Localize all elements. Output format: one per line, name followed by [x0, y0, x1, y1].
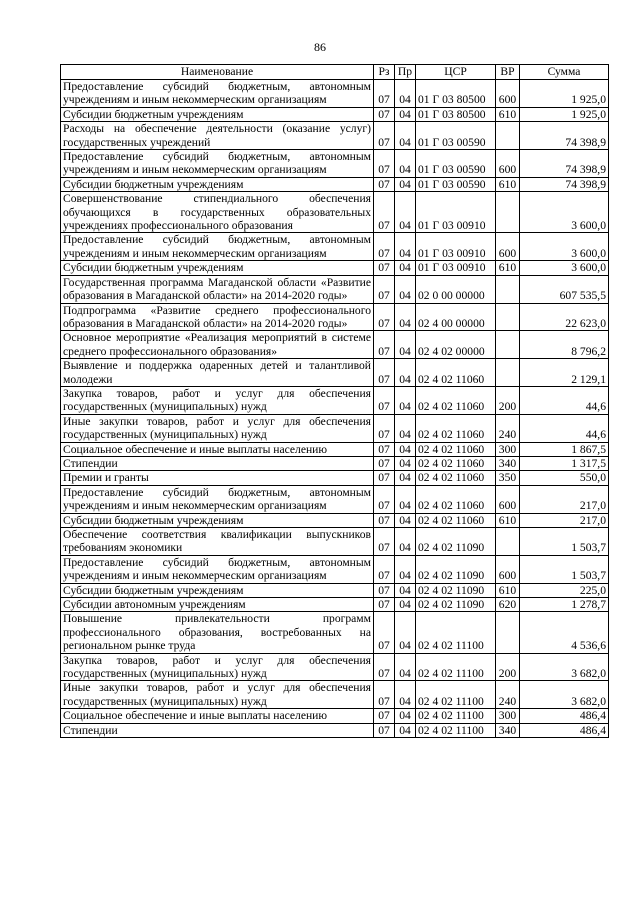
cell-rz: 07: [374, 485, 395, 513]
cell-name: Предоставление субсидий бюджетным, автономным учреждениям и иным некоммерческим организациям: [61, 555, 374, 583]
cell-vr: 600: [496, 555, 520, 583]
cell-rz: 07: [374, 583, 395, 597]
cell-csr: 02 4 02 00000: [416, 331, 496, 359]
cell-name: Предоставление субсидий бюджетным, автономным учреждениям и иным некоммерческим организациям: [61, 80, 374, 108]
cell-pr: 04: [395, 150, 416, 178]
table-row: [61, 303, 609, 331]
header-sum: Сумма: [520, 65, 609, 80]
cell-pr: 04: [395, 331, 416, 359]
table-row: [61, 598, 609, 612]
cell-rz: 07: [374, 471, 395, 485]
cell-rz: 07: [374, 233, 395, 261]
cell-rz: 07: [374, 150, 395, 178]
cell-rz: 07: [374, 359, 395, 387]
cell-vr: [496, 192, 520, 233]
cell-sum: 8 796,2: [520, 331, 609, 359]
cell-name: Иные закупки товаров, работ и услуг для обеспечения государственных (муниципальных) нужд: [61, 681, 374, 709]
cell-csr: 01 Г 03 00910: [416, 192, 496, 233]
cell-name: Предоставление субсидий бюджетным, автономным учреждениям и иным некоммерческим организациям: [61, 233, 374, 261]
cell-sum: 550,0: [520, 471, 609, 485]
cell-pr: 04: [395, 583, 416, 597]
cell-pr: 04: [395, 555, 416, 583]
cell-pr: 04: [395, 303, 416, 331]
cell-sum: 225,0: [520, 583, 609, 597]
cell-name: Субсидии бюджетным учреждениям: [61, 177, 374, 191]
cell-name: Расходы на обеспечение деятельности (оказание услуг) государственных учреждений: [61, 122, 374, 150]
table-row: [61, 583, 609, 597]
cell-name: Предоставление субсидий бюджетным, автономным учреждениям и иным некоммерческим организациям: [61, 150, 374, 178]
cell-csr: 01 Г 03 00590: [416, 177, 496, 191]
cell-vr: 200: [496, 386, 520, 414]
cell-csr: 02 4 02 11060: [416, 456, 496, 470]
cell-csr: 02 4 02 11100: [416, 723, 496, 737]
cell-vr: 600: [496, 233, 520, 261]
cell-vr: 620: [496, 598, 520, 612]
cell-rz: 07: [374, 653, 395, 681]
cell-pr: 04: [395, 122, 416, 150]
cell-rz: 07: [374, 414, 395, 442]
cell-sum: 3 682,0: [520, 653, 609, 681]
table-row: [61, 485, 609, 513]
header-vr: ВР: [496, 65, 520, 80]
cell-sum: 1 503,7: [520, 555, 609, 583]
table-row: [61, 177, 609, 191]
cell-name: Повышение привлекательности программ профессионального образования, востребованных на региональном рынке труда: [61, 612, 374, 653]
cell-csr: 02 4 02 11060: [416, 471, 496, 485]
table-row: [61, 107, 609, 121]
cell-vr: [496, 359, 520, 387]
cell-pr: 04: [395, 80, 416, 108]
cell-vr: 240: [496, 681, 520, 709]
cell-pr: 04: [395, 528, 416, 556]
cell-pr: 04: [395, 359, 416, 387]
table-row: [61, 150, 609, 178]
cell-vr: 610: [496, 513, 520, 527]
table-row: [61, 555, 609, 583]
cell-vr: [496, 612, 520, 653]
cell-name: Совершенствование стипендиального обеспечения обучающихся в государственных образовательных учреждениях профессионального образования: [61, 192, 374, 233]
cell-csr: 01 Г 03 00590: [416, 150, 496, 178]
cell-sum: 74 398,9: [520, 122, 609, 150]
cell-pr: 04: [395, 275, 416, 303]
cell-sum: 217,0: [520, 513, 609, 527]
cell-vr: 340: [496, 456, 520, 470]
cell-rz: 07: [374, 456, 395, 470]
cell-rz: 07: [374, 177, 395, 191]
cell-pr: 04: [395, 233, 416, 261]
table-body: [61, 80, 609, 738]
cell-name: Закупка товаров, работ и услуг для обеспечения государственных (муниципальных) нужд: [61, 653, 374, 681]
cell-csr: 01 Г 03 00590: [416, 122, 496, 150]
cell-csr: 02 4 02 11060: [416, 359, 496, 387]
cell-vr: 610: [496, 107, 520, 121]
table-row: [61, 261, 609, 275]
cell-csr: 02 4 02 11090: [416, 555, 496, 583]
cell-vr: 340: [496, 723, 520, 737]
table-row: [61, 456, 609, 470]
cell-sum: 2 129,1: [520, 359, 609, 387]
cell-sum: 1 925,0: [520, 80, 609, 108]
cell-rz: 07: [374, 331, 395, 359]
cell-csr: 02 4 02 11100: [416, 681, 496, 709]
cell-pr: 04: [395, 261, 416, 275]
cell-sum: 3 600,0: [520, 233, 609, 261]
cell-pr: 04: [395, 107, 416, 121]
cell-vr: 200: [496, 653, 520, 681]
cell-name: Закупка товаров, работ и услуг для обеспечения государственных (муниципальных) нужд: [61, 386, 374, 414]
cell-sum: 3 600,0: [520, 192, 609, 233]
cell-sum: 486,4: [520, 723, 609, 737]
table-row: [61, 359, 609, 387]
cell-rz: 07: [374, 80, 395, 108]
table-row: [61, 528, 609, 556]
cell-sum: 3 682,0: [520, 681, 609, 709]
cell-sum: 1 867,5: [520, 442, 609, 456]
cell-csr: 01 Г 03 00910: [416, 261, 496, 275]
cell-csr: 02 4 02 11100: [416, 612, 496, 653]
cell-rz: 07: [374, 528, 395, 556]
cell-name: Выявление и поддержка одаренных детей и талантливой молодежи: [61, 359, 374, 387]
table-row: [61, 723, 609, 737]
cell-csr: 02 4 02 11060: [416, 414, 496, 442]
cell-pr: 04: [395, 681, 416, 709]
cell-pr: 04: [395, 653, 416, 681]
table-row: [61, 80, 609, 108]
cell-csr: 02 4 02 11090: [416, 528, 496, 556]
cell-rz: 07: [374, 303, 395, 331]
cell-pr: 04: [395, 442, 416, 456]
cell-pr: 04: [395, 386, 416, 414]
cell-name: Предоставление субсидий бюджетным, автономным учреждениям и иным некоммерческим организациям: [61, 485, 374, 513]
cell-rz: 07: [374, 723, 395, 737]
cell-csr: 02 4 02 11060: [416, 513, 496, 527]
cell-pr: 04: [395, 177, 416, 191]
header-csr: ЦСР: [416, 65, 496, 80]
table-row: [61, 681, 609, 709]
cell-name: Подпрограмма «Развитие среднего профессионального образования в Магаданской области» на 2014-2020 годы»: [61, 303, 374, 331]
table-row: [61, 414, 609, 442]
cell-sum: 22 623,0: [520, 303, 609, 331]
header-name: Наименование: [61, 65, 374, 80]
cell-vr: 300: [496, 442, 520, 456]
cell-pr: 04: [395, 456, 416, 470]
cell-csr: 02 4 00 00000: [416, 303, 496, 331]
page-number: 86: [314, 40, 326, 54]
cell-pr: 04: [395, 192, 416, 233]
cell-vr: 600: [496, 150, 520, 178]
table-header-row: [61, 65, 609, 80]
table-row: [61, 612, 609, 653]
table-row: [61, 122, 609, 150]
cell-pr: 04: [395, 612, 416, 653]
cell-sum: 4 536,6: [520, 612, 609, 653]
table-row: [61, 275, 609, 303]
cell-rz: 07: [374, 709, 395, 723]
cell-name: Субсидии бюджетным учреждениям: [61, 261, 374, 275]
cell-sum: 1 317,5: [520, 456, 609, 470]
cell-pr: 04: [395, 414, 416, 442]
table-row: [61, 513, 609, 527]
cell-name: Стипендии: [61, 723, 374, 737]
cell-csr: 02 4 02 11060: [416, 485, 496, 513]
cell-rz: 07: [374, 386, 395, 414]
cell-sum: 486,4: [520, 709, 609, 723]
cell-name: Обеспечение соответствия квалификации выпускников требованиям экономики: [61, 528, 374, 556]
cell-csr: 01 Г 03 80500: [416, 107, 496, 121]
table-row: [61, 653, 609, 681]
cell-rz: 07: [374, 442, 395, 456]
cell-name: Субсидии бюджетным учреждениям: [61, 513, 374, 527]
table-row: [61, 233, 609, 261]
cell-sum: 44,6: [520, 386, 609, 414]
cell-vr: 610: [496, 583, 520, 597]
cell-pr: 04: [395, 598, 416, 612]
cell-pr: 04: [395, 513, 416, 527]
cell-rz: 07: [374, 107, 395, 121]
table-row: [61, 386, 609, 414]
cell-rz: 07: [374, 275, 395, 303]
cell-rz: 07: [374, 192, 395, 233]
cell-csr: 02 4 02 11100: [416, 709, 496, 723]
cell-csr: 02 4 02 11060: [416, 386, 496, 414]
cell-sum: 74 398,9: [520, 177, 609, 191]
cell-name: Иные закупки товаров, работ и услуг для обеспечения государственных (муниципальных) нужд: [61, 414, 374, 442]
cell-rz: 07: [374, 513, 395, 527]
cell-name: Основное мероприятие «Реализация мероприятий в системе среднего профессионального образования»: [61, 331, 374, 359]
cell-name: Субсидии автономным учреждениям: [61, 598, 374, 612]
cell-name: Стипендии: [61, 456, 374, 470]
cell-name: Премии и гранты: [61, 471, 374, 485]
cell-pr: 04: [395, 471, 416, 485]
cell-rz: 07: [374, 555, 395, 583]
table-row: [61, 471, 609, 485]
cell-pr: 04: [395, 485, 416, 513]
cell-sum: 1 503,7: [520, 528, 609, 556]
cell-name: Социальное обеспечение и иные выплаты населению: [61, 709, 374, 723]
table-row: [61, 442, 609, 456]
cell-pr: 04: [395, 709, 416, 723]
cell-rz: 07: [374, 598, 395, 612]
cell-rz: 07: [374, 681, 395, 709]
cell-sum: 1 278,7: [520, 598, 609, 612]
table-row: [61, 192, 609, 233]
cell-csr: 02 0 00 00000: [416, 275, 496, 303]
cell-vr: 600: [496, 80, 520, 108]
cell-vr: [496, 122, 520, 150]
cell-rz: 07: [374, 122, 395, 150]
cell-vr: 600: [496, 485, 520, 513]
cell-vr: 350: [496, 471, 520, 485]
cell-name: Субсидии бюджетным учреждениям: [61, 107, 374, 121]
cell-csr: 02 4 02 11060: [416, 442, 496, 456]
cell-vr: 610: [496, 261, 520, 275]
cell-vr: [496, 528, 520, 556]
cell-rz: 07: [374, 261, 395, 275]
budget-table: [60, 64, 609, 738]
cell-name: Социальное обеспечение и иные выплаты населению: [61, 442, 374, 456]
cell-rz: 07: [374, 612, 395, 653]
cell-name: Государственная программа Магаданской области «Развитие образования в Магаданской области» на 2014-2020 годы»: [61, 275, 374, 303]
header-rz: Рз: [374, 65, 395, 80]
cell-sum: 1 925,0: [520, 107, 609, 121]
cell-name: Субсидии бюджетным учреждениям: [61, 583, 374, 597]
cell-csr: 02 4 02 11100: [416, 653, 496, 681]
cell-vr: [496, 331, 520, 359]
cell-sum: 44,6: [520, 414, 609, 442]
cell-vr: 610: [496, 177, 520, 191]
cell-vr: 240: [496, 414, 520, 442]
table-row: [61, 331, 609, 359]
cell-sum: 74 398,9: [520, 150, 609, 178]
cell-vr: [496, 275, 520, 303]
cell-csr: 01 Г 03 00910: [416, 233, 496, 261]
cell-sum: 3 600,0: [520, 261, 609, 275]
cell-pr: 04: [395, 723, 416, 737]
cell-csr: 02 4 02 11090: [416, 583, 496, 597]
cell-csr: 01 Г 03 80500: [416, 80, 496, 108]
cell-sum: 217,0: [520, 485, 609, 513]
cell-vr: [496, 303, 520, 331]
header-pr: Пр: [395, 65, 416, 80]
table-row: [61, 709, 609, 723]
cell-vr: 300: [496, 709, 520, 723]
cell-csr: 02 4 02 11090: [416, 598, 496, 612]
cell-sum: 607 535,5: [520, 275, 609, 303]
